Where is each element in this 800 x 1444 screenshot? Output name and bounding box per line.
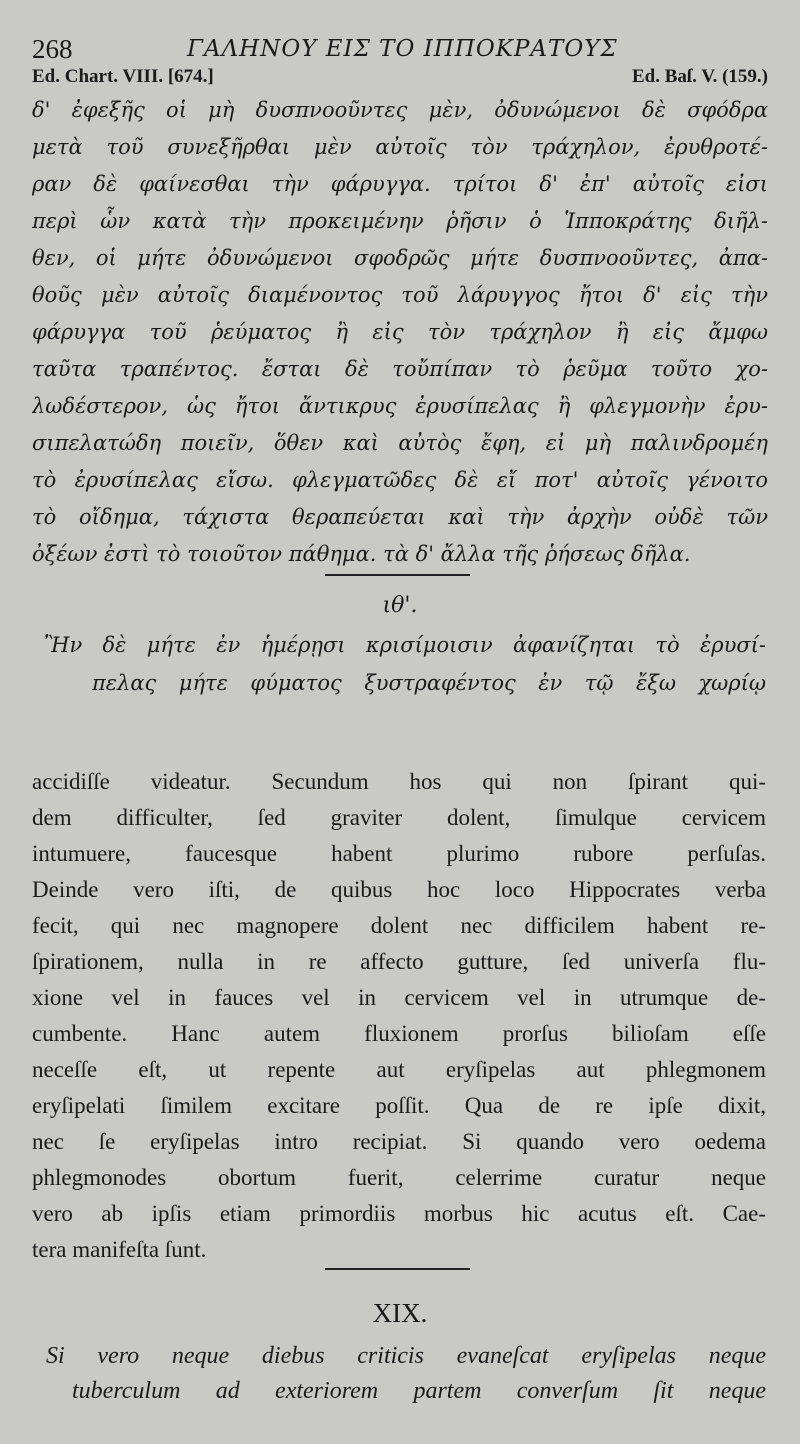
latin-line: tera manifeſta ſunt.	[32, 1237, 207, 1262]
edition-ref-basel: Ed. Baſ. V. (159.)	[631, 66, 768, 87]
latin-line: ſpirationem, nulla in re affecto gutture, ſed univerſa flu-	[32, 949, 766, 974]
latin-line: accidiſſe videatur. Secundum hos qui non ſpirant qui-	[32, 769, 766, 794]
greek-line: θεν, οἱ μήτε ὀδυνώμενοι σφοδρῶς μήτε δυσπνοοῦντες, ἀπα-	[32, 246, 768, 270]
greek-line: τὸ οἴδημα, τάχιστα θεραπεύεται καὶ τὴν ἀρχὴν οὐδὲ τῶν	[32, 505, 768, 529]
section-divider	[325, 574, 470, 576]
latin-line: eryſipelati ſimilem excitare poſſit. Qua de re ipſe dixit,	[32, 1093, 766, 1118]
latin-line: xione vel in fauces vel in cervicem vel in utrumque de-	[32, 985, 766, 1010]
edition-references	[32, 66, 768, 92]
greek-line: ταῦτα τραπέντος. ἔσται δὲ τοὔπίπαν τὸ ῥεῦμα τοῦτο χο-	[32, 357, 768, 381]
running-title: ΓΑΛΗΝΟΥ ΕΙΣ ΤΟ ΙΠΠΟΚΡΑΤΟΥΣ	[187, 36, 618, 62]
latin-line: intumuere, faucesque habent plurimo rubore perſuſas.	[32, 841, 766, 866]
section-number-latin: XIX.	[372, 1298, 428, 1328]
edition-ref-chartier: Ed. Chart. VIII. [674.]	[32, 66, 214, 87]
greek-line: ὀξέων ἐστὶ τὸ τοιοῦτον πάθημα. τὰ δ' ἄλλα τῆς ῥήσεως δῆλα.	[32, 542, 691, 566]
greek-line: τὸ ἐρυσίπελας εἴσω. φλεγματῶδες δὲ εἴ ποτ' αὐτοῖς γένοιτο	[32, 468, 768, 492]
page-header	[32, 30, 772, 64]
aphorism-latin-line: tuberculum ad exteriorem partem converſum ſit neque	[72, 1378, 766, 1404]
latin-line: nec ſe eryſipelas intro recipiat. Si quando vero oedema	[32, 1129, 766, 1154]
greek-line: περὶ ὧν κατὰ τὴν προκειμένην ῥῆσιν ὁ Ἱπποκράτης διῆλ-	[32, 209, 768, 233]
latin-line: vero ab ipſis etiam primordiis morbus hic acutus eſt. Cae-	[32, 1201, 766, 1226]
latin-line: Deinde vero iſti, de quibus hoc loco Hippocrates verba	[32, 877, 766, 902]
latin-line: phlegmonodes obortum fuerit, celerrime curatur neque	[32, 1165, 766, 1190]
latin-line: dem difficulter, ſed graviter dolent, ſimulque cervicem	[32, 805, 766, 830]
aphorism-greek-line: Ἢν δὲ μήτε ἐν ἡμέρῃσι κρισίμοισιν ἀφανίζηται τὸ ἐρυσί-	[44, 633, 766, 657]
greek-line: φάρυγγα τοῦ ῥεύματος ἢ εἰς τὸν τράχηλον ἢ εἰς ἄμφω	[32, 320, 768, 344]
section-number-greek: ιθ'.	[382, 593, 418, 618]
greek-line: σιπελατώδη ποιεῖν, ὅθεν καὶ αὐτὸς ἔφη, εἰ μὴ παλινδρομέη	[32, 431, 768, 455]
latin-line: neceſſe eſt, ut repente aut eryſipelas aut phlegmonem	[32, 1057, 766, 1082]
section-divider	[325, 1268, 470, 1270]
greek-line: λωδέστερον, ὡς ἤτοι ἄντικρυς ἐρυσίπελας ἢ φλεγμονὴν ἐρυ-	[32, 394, 768, 418]
greek-line: θοῦς μὲν αὐτοῖς διαμένοντος τοῦ λάρυγγος ἤτοι δ' εἰς τὴν	[32, 283, 768, 307]
aphorism-greek-line: πελας μήτε φύματος ξυστραφέντος ἐν τῷ ἔξω χωρίῳ	[92, 671, 766, 695]
latin-line: cumbente. Hanc autem fluxionem prorſus bilioſam eſſe	[32, 1021, 766, 1046]
page-number: 268	[32, 34, 73, 64]
greek-line: ραν δὲ φαίνεσθαι τὴν φάρυγγα. τρίτοι δ' ἐπ' αὐτοῖς εἰσι	[32, 172, 768, 196]
aphorism-latin-line: Si vero neque diebus criticis evaneſcat eryſipelas neque	[46, 1343, 766, 1369]
greek-line: μετὰ τοῦ συνεξῆρθαι μὲν αὐτοῖς τὸν τράχηλον, ἐρυθροτέ-	[32, 135, 768, 159]
latin-line: fecit, qui nec magnopere dolent nec difficilem habent re-	[32, 913, 766, 938]
greek-line: δ' ἐφεξῆς οἱ μὴ δυσπνοοῦντες μὲν, ὀδυνώμενοι δὲ σφόδρα	[32, 98, 768, 122]
